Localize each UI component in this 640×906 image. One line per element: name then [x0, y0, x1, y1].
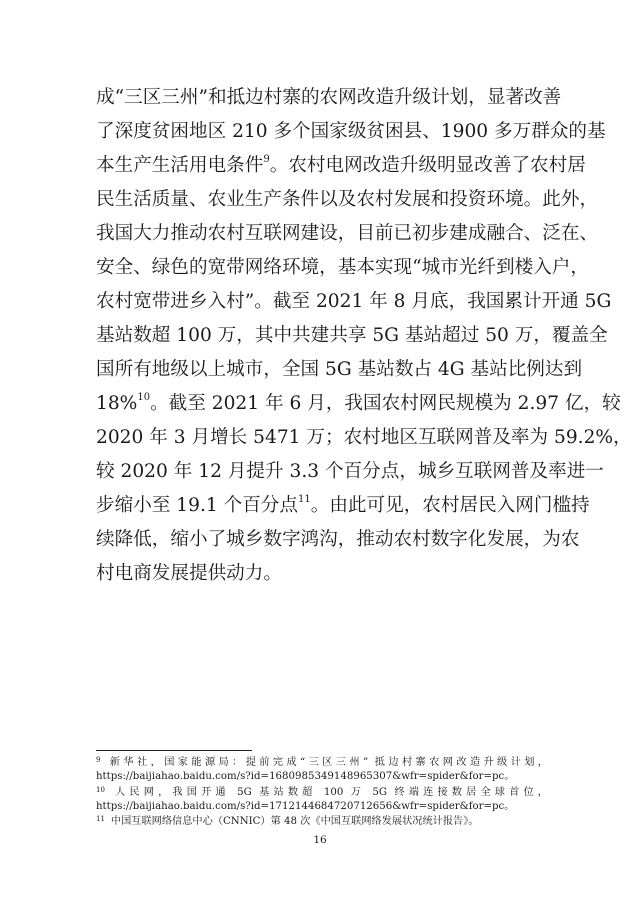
- body-line: 农村宽带进乡入村”。截至 2021 年 8 月底，我国累计开通 5G: [96, 291, 612, 312]
- footnote-mark: 9: [96, 756, 101, 764]
- page-number: 16: [313, 834, 327, 846]
- body-line: 村电商发展提供动力。: [96, 563, 282, 584]
- footnote-10-url[interactable]: https://baijiahao.baidu.com/s?id=1712144684720712656&wfr=spider&for=pc。: [96, 801, 515, 812]
- body-line: 步缩小至 19.1 个百分点$^{11}$。由此可见，农村居民入网门槛持: [96, 493, 590, 516]
- body-line: 本生产生活用电条件$^9$。农村电网改造升级明显改善了农村居: [96, 153, 586, 176]
- footnote-9: $^9$ 新华社，国家能源局：提前完成“三区三州” 抵边村寨农网改造升级计划，: [96, 756, 548, 768]
- body-line: 较 2020 年 12 月提升 3.3 个百分点，城乡互联网普及率进一: [96, 461, 604, 482]
- body-line: 安全、绿色的宽带网络环境，基本实现“城市光纤到楼入户，: [96, 257, 589, 278]
- body-line: 基站数超 100 万，其中共建共享 5G 基站超过 50 万，覆盖全: [96, 325, 608, 346]
- footnote-ref[interactable]: 11: [297, 493, 311, 505]
- footnote-9-url[interactable]: https://baijiahao.baidu.com/s?id=1680985349148965307&wfr=spider&for=pc。: [96, 771, 515, 782]
- body-line: 续降低，缩小了城乡数字鸿沟，推动农村数字化发展，为农: [96, 529, 580, 550]
- footnote-ref[interactable]: 10: [137, 391, 151, 403]
- body-line: 民生活质量、农业生产条件以及农村发展和投资环境。此外，: [96, 189, 599, 210]
- footnote-divider: [96, 750, 252, 751]
- body-line: 成“三区三州”和抵边村寨的农网改造升级计划，显著改善: [96, 87, 562, 108]
- footnote-11: $^{11}$ 中国互联网络信息中心（CNNIC）第 48 次《中国互联网络发展状况统计报告》。: [96, 815, 479, 827]
- body-line: 18%$^{10}$。截至 2021 年 6 月，我国农村网民规模为 2.97 亿，较: [96, 391, 621, 414]
- body-line: 2020 年 3 月增长 5471 万；农村地区互联网普及率为 59.2%，: [96, 427, 632, 448]
- body-line: 我国大力推动农村互联网建设，目前已初步建成融合、泛在、: [96, 223, 599, 244]
- body-line: 国所有地级以上城市，全国 5G 基站数占 4G 基站比例达到: [96, 359, 583, 380]
- footnote-mark: 11: [96, 815, 105, 823]
- body-line: 了深度贫困地区 210 多个国家级贫困县、1900 多万群众的基: [96, 121, 606, 142]
- footnote-10: $^{10}$ 人民网，我国开通 5G 基站数超 100 万 5G 终端连接数居全球首位，: [96, 786, 548, 798]
- footnote-mark: 10: [96, 786, 105, 794]
- footnote-ref[interactable]: 9: [263, 153, 270, 165]
